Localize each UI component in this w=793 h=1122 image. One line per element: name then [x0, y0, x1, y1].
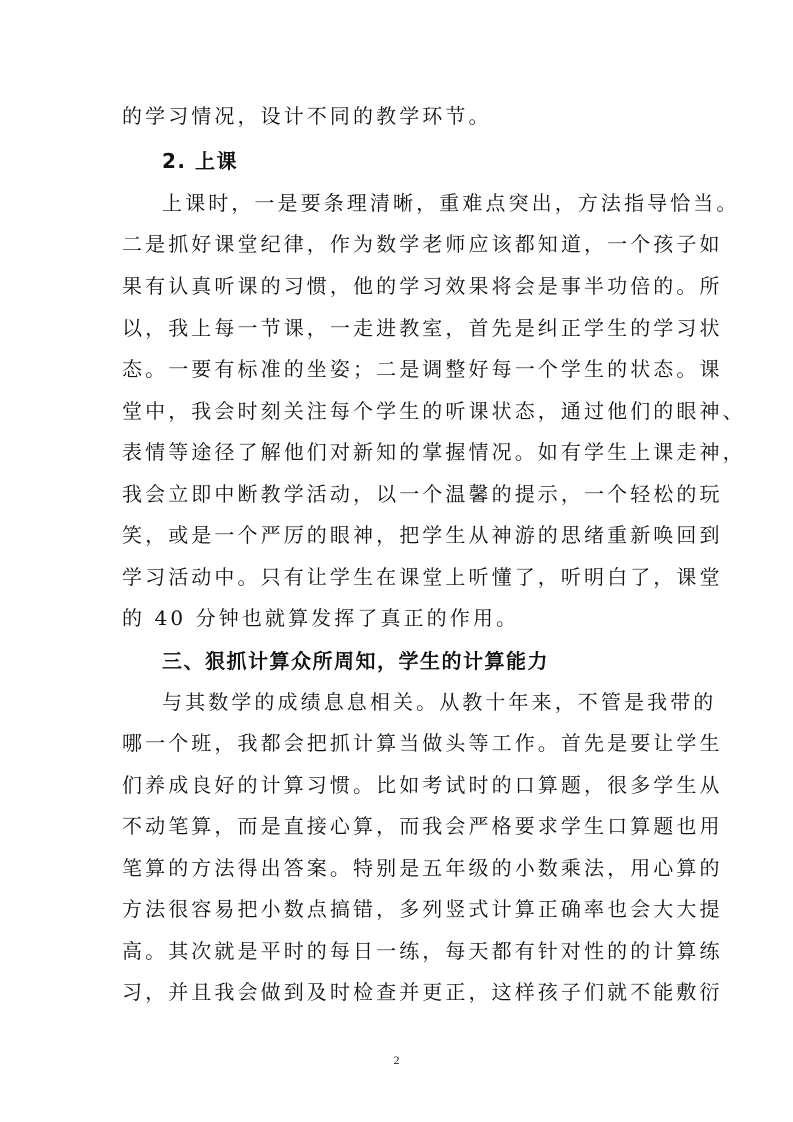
section-heading: 2. 上课 [162, 149, 238, 173]
paragraph-line: 上课时，一是要条理清晰，重难点突出，方法指导恰当。 [162, 191, 740, 215]
paragraph-line: 们养成良好的计算习惯。比如考试时的口算题，很多学生从 [122, 773, 723, 797]
paragraph-line: 的学习情况，设计不同的教学环节。 [122, 104, 492, 128]
paragraph-line: 我会立即中断教学活动，以一个温馨的提示，一个轻松的玩 [122, 482, 723, 506]
paragraph-line: 与其数学的成绩息息相关。从教十年来，不管是我带的 [162, 690, 717, 714]
section-heading: 三、狠抓计算众所周知，学生的计算能力 [162, 649, 549, 673]
paragraph-line: 果有认真听课的习惯，他的学习效果将会是事半功倍的。所 [122, 274, 723, 298]
paragraph-line: 堂中，我会时刻关注每个学生的听课状态，通过他们的眼神、 [122, 399, 746, 423]
paragraph-line: 以，我上每一节课，一走进教室，首先是纠正学生的学习状 [122, 316, 723, 340]
paragraph-line: 笑，或是一个严厉的眼神，把学生从神游的思绪重新唤回到 [122, 523, 723, 547]
paragraph-line: 笔算的方法得出答案。特别是五年级的小数乘法，用心算的 [122, 856, 723, 880]
paragraph-line: 二是抓好课堂纪律，作为数学老师应该都知道，一个孩子如 [122, 232, 723, 256]
paragraph-line: 的 40 分钟也就算发挥了真正的作用。 [122, 606, 520, 630]
paragraph-line: 态。一要有标准的坐姿；二是调整好每一个学生的状态。课 [122, 357, 723, 381]
page-number: 2 [393, 1053, 400, 1067]
paragraph-line: 习，并且我会做到及时检查并更正，这样孩子们就不能敷衍 [122, 980, 723, 1004]
paragraph-line: 高。其次就是平时的每日一练，每天都有针对性的的计算练 [122, 939, 723, 963]
paragraph-line: 表情等途径了解他们对新知的掌握情况。如有学生上课走神， [122, 440, 746, 464]
paragraph-line: 学习活动中。只有让学生在课堂上听懂了，听明白了，课堂 [122, 565, 723, 589]
paragraph-line: 哪一个班，我都会把抓计算当做头等工作。首先是要让学生 [122, 731, 723, 755]
paragraph-line: 不动笔算，而是直接心算，而我会严格要求学生口算题也用 [122, 814, 723, 838]
paragraph-line: 方法很容易把小数点搞错，多列竖式计算正确率也会大大提 [122, 897, 723, 921]
